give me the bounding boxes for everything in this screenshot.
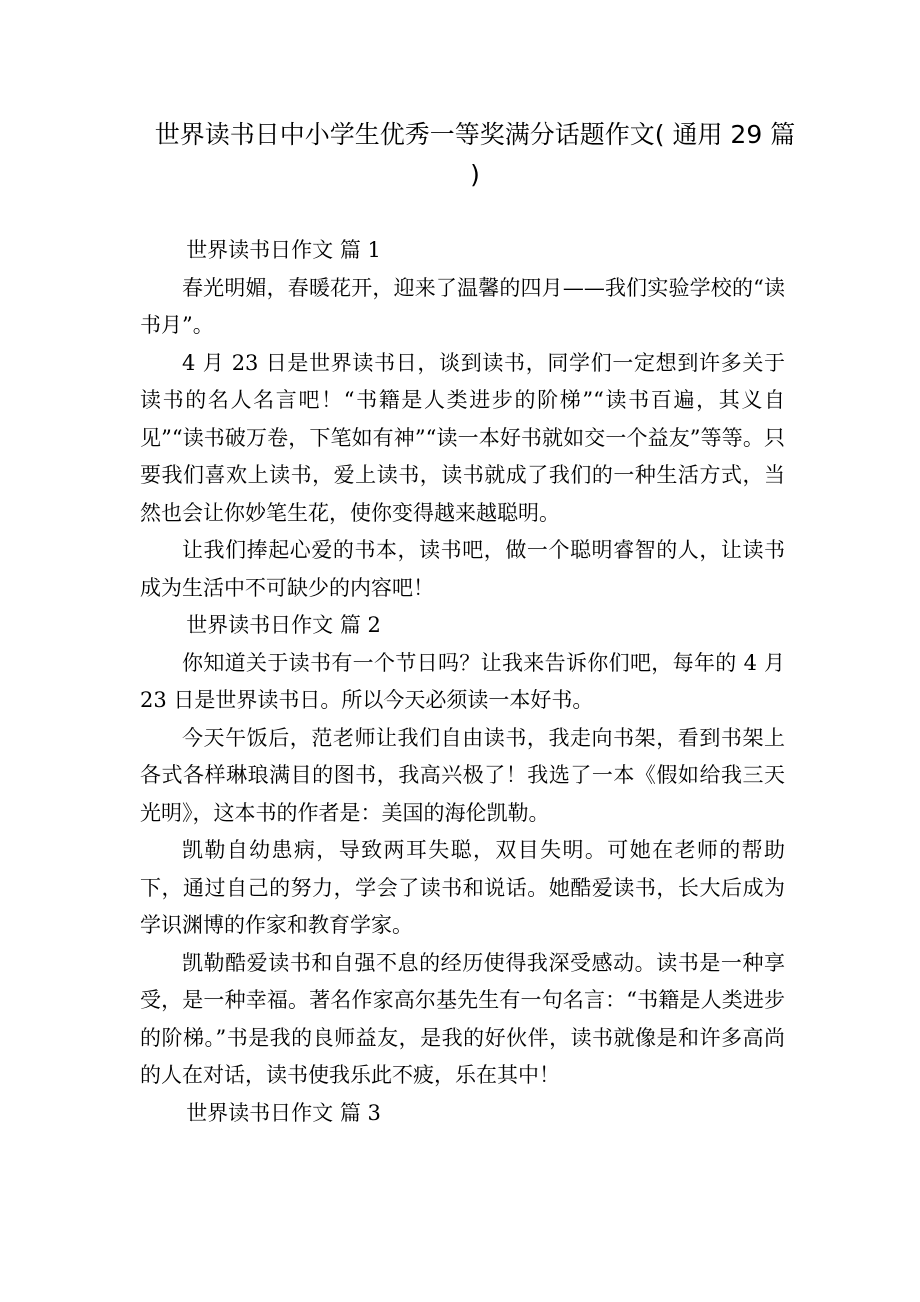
section-heading-2: 世界读书日作文 篇 2 <box>186 613 381 637</box>
section-heading-3: 世界读书日作文 篇 3 <box>186 1100 381 1125</box>
document-title: 世界读书日中小学生优秀一等奖满分话题作文( 通用 29 篇 ) <box>154 120 796 189</box>
document-body <box>140 232 785 1132</box>
paragraph: 凯勒自幼患病，导致两耳失聪，双目失明。可她在老师的帮助下，通过自己的努力，学会了读书和说话。她酷爱读书，长大后成为学识渊博的作家和教育学家。 <box>140 838 785 937</box>
paragraph: 今天午饭后，范老师让我们自由读书，我走向书架，看到书架上各式各样琳琅满目的图书，我高兴极了！我选了一本《假如给我三天光明》，这本书的作者是：美国的海伦凯勒。 <box>140 725 785 825</box>
paragraph: 凯勒酷爱读书和自强不息的经历使得我深受感动。读书是一种享受，是一种幸福。著名作家高尔基先生有一句名言：“书籍是人类进步的阶梯。”书是我的良师益友，是我的好伙伴，读书就像是和许多高尚的人在对话，读书使我乐此不疲，乐在其中！ <box>140 950 785 1087</box>
paragraph: 春光明媚，春暖花开，迎来了温馨的四月——我们实验学校的“读书月”。 <box>140 275 785 337</box>
paragraph: 你知道关于读书有一个节日吗？让我来告诉你们吧，每年的 4 月 23 日是世界读书日。所以今天必须读一本好书。 <box>140 650 785 712</box>
section-heading-1: 世界读书日作文 篇 1 <box>186 238 381 262</box>
paragraph: 4 月 23 日是世界读书日，谈到读书，同学们一定想到许多关于读书的名人名言吧！“书籍是人类进步的阶梯”“读书百遍，其义自见”“读书破万卷，下笔如有神”“读一本好书就如交一个益友”等等。只要我们喜欢上读书，爱上读书，读书就成了我们的一种生活方式，当然也会让你妙笔生花，使你变得越来越聪明。 <box>140 350 785 525</box>
paragraph: 让我们捧起心爱的书本，读书吧，做一个聪明睿智的人，让读书成为生活中不可缺少的内容吧！ <box>140 538 785 600</box>
